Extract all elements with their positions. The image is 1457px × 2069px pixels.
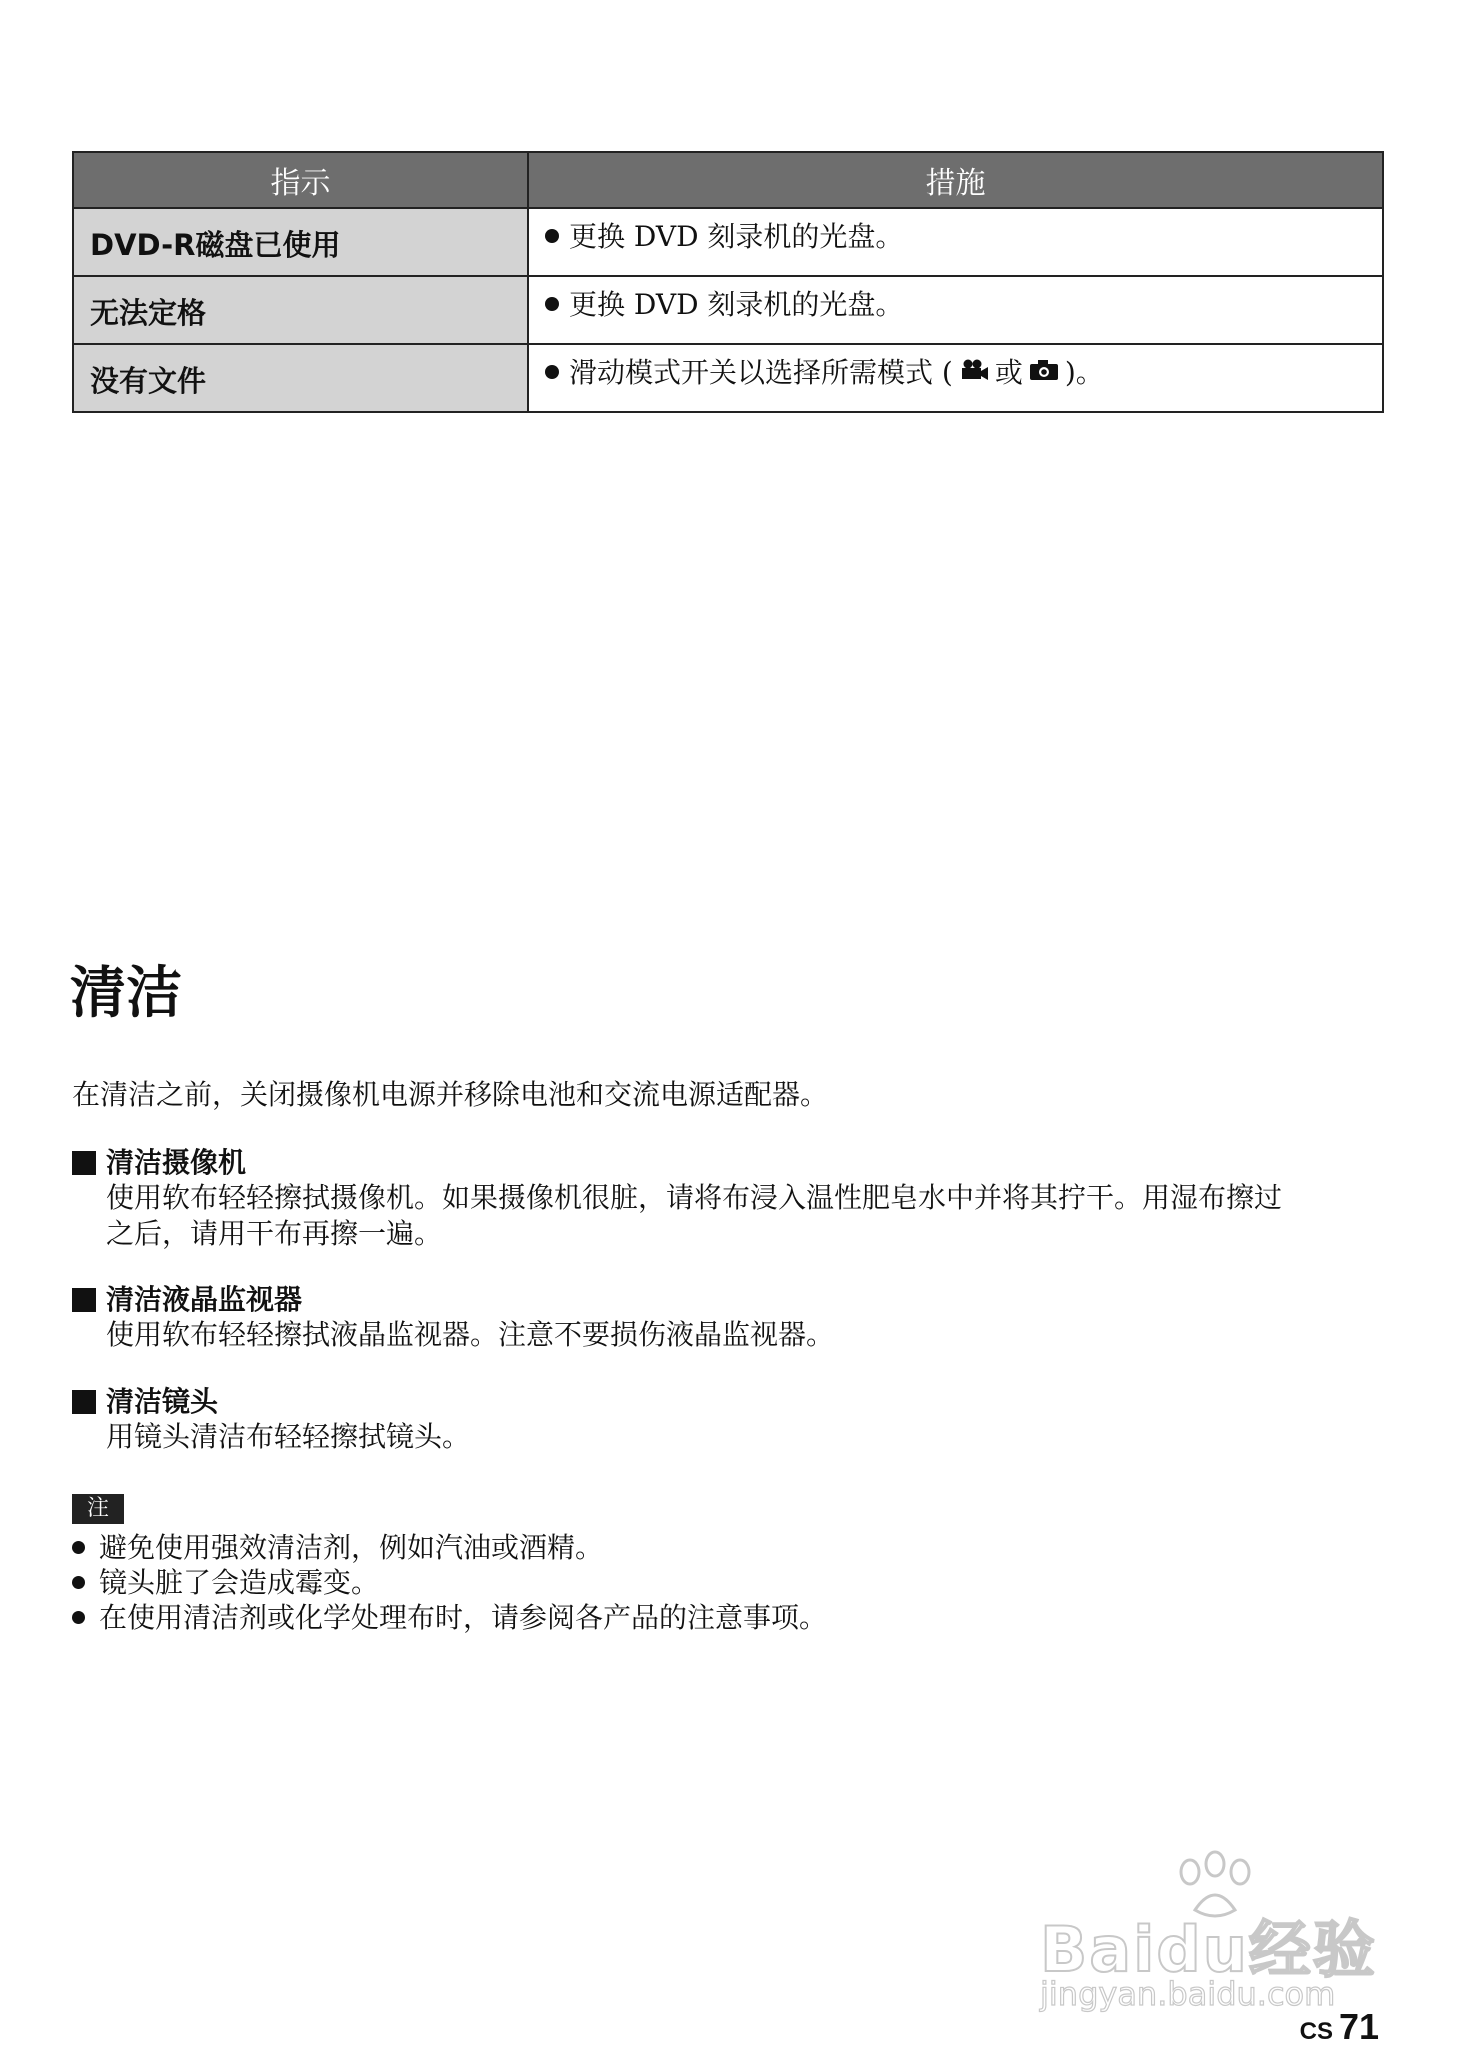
note-text: 避免使用强效清洁剂，例如汽油或酒精。 xyxy=(99,1531,604,1564)
subsection-body xyxy=(72,1317,1382,1353)
section-title: 清洁 xyxy=(70,961,182,1026)
square-bullet-icon xyxy=(72,1390,96,1414)
body-line: 之后，请用干布再擦一遍。 xyxy=(106,1217,443,1250)
body-line: 使用软布轻轻擦拭摄像机。如果摄像机很脏，请将布浸入温性肥皂水中并将其拧干。用湿布擦过 xyxy=(106,1181,1283,1214)
bullet-icon xyxy=(72,1576,85,1589)
table-row xyxy=(73,208,1383,276)
action-suffix-text: )。 xyxy=(1064,356,1104,389)
indication-cell: 没有文件 xyxy=(73,344,528,412)
body-line: 使用软布轻轻擦拭液晶监视器。注意不要损伤液晶监视器。 xyxy=(106,1318,835,1351)
action-cell xyxy=(528,344,1383,412)
square-bullet-icon xyxy=(72,1288,96,1312)
page-number-value: 71 xyxy=(1338,2006,1379,2047)
body-line: 用镜头清洁布轻轻擦拭镜头。 xyxy=(106,1420,471,1453)
header-action: 措施 xyxy=(528,152,1383,208)
list-item xyxy=(72,1600,827,1635)
intro-text: 在清洁之前，关闭摄像机电源并移除电池和交流电源适配器。 xyxy=(72,1078,829,1111)
note-text: 镜头脏了会造成霉变。 xyxy=(99,1566,380,1599)
list-item xyxy=(72,1530,827,1565)
header-indication: 指示 xyxy=(73,152,528,208)
watermark-url: jingyan.baidu.com xyxy=(1040,1975,1336,2013)
note-text: 在使用清洁剂或化学处理布时，请参阅各产品的注意事项。 xyxy=(99,1601,828,1634)
action-text: 更换 DVD 刻录机的光盘。 xyxy=(569,220,904,253)
table-row xyxy=(73,344,1383,412)
notes-list xyxy=(72,1530,827,1635)
action-cell xyxy=(528,208,1383,276)
bullet-icon xyxy=(545,297,559,311)
subsection-camera xyxy=(72,1146,1382,1252)
note-label: 注 xyxy=(72,1494,124,1524)
subsection-body xyxy=(72,1419,1382,1455)
action-cell xyxy=(528,276,1383,344)
action-text: 滑动模式开关以选择所需模式 ( xyxy=(569,356,953,389)
language-code: CS xyxy=(1299,2018,1333,2045)
subsection-lens xyxy=(72,1385,1382,1455)
page-number xyxy=(1300,2006,1379,2048)
bullet-icon xyxy=(545,365,559,379)
table-row xyxy=(73,276,1383,344)
bullet-icon xyxy=(72,1541,85,1554)
subsection-heading-text: 清洁摄像机 xyxy=(106,1146,247,1179)
bullet-icon xyxy=(545,229,559,243)
subsection-heading xyxy=(72,1283,1382,1317)
baidu-watermark xyxy=(1040,1850,1380,2020)
subsection-heading-text: 清洁液晶监视器 xyxy=(106,1283,303,1316)
subsection-lcd xyxy=(72,1283,1382,1353)
subsection-heading-text: 清洁镜头 xyxy=(106,1385,219,1418)
indication-cell: DVD-R磁盘已使用 xyxy=(73,208,528,276)
subsection-heading xyxy=(72,1385,1382,1419)
table-header-row xyxy=(73,152,1383,208)
square-bullet-icon xyxy=(72,1151,96,1175)
indication-cell: 无法定格 xyxy=(73,276,528,344)
video-camera-icon xyxy=(959,355,989,388)
list-item xyxy=(72,1565,827,1600)
watermark-logo: Baidu经验 xyxy=(1040,1913,1377,1986)
still-camera-icon xyxy=(1029,355,1059,388)
action-text: 更换 DVD 刻录机的光盘。 xyxy=(569,288,904,321)
subsection-heading xyxy=(72,1146,1382,1180)
action-or-text: 或 xyxy=(994,356,1023,389)
bullet-icon xyxy=(72,1611,85,1624)
indication-table xyxy=(72,151,1384,413)
subsection-body xyxy=(72,1180,1382,1252)
